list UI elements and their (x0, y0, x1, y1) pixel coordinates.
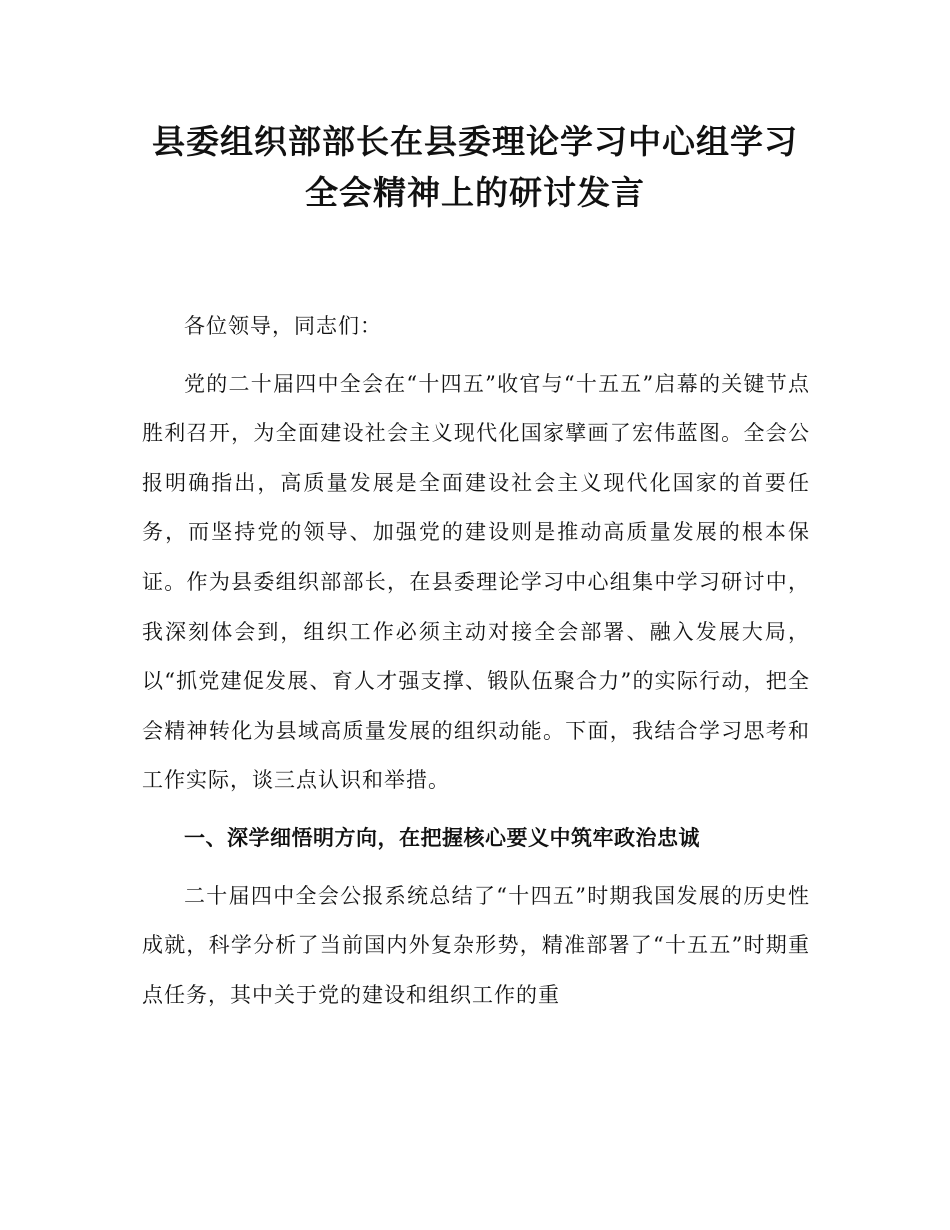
title-line-2: 全会精神上的研讨发言 (305, 173, 645, 212)
document-title (80, 116, 870, 218)
document-body (142, 302, 810, 1020)
intro-paragraph: 党的二十届四中全会在“十四五”收官与“十五五”启幕的关键节点胜利召开，为全面建设社会主义现代化国家擘画了宏伟蓝图。全会公报明确指出，高质量发展是全面建设社会主义现代化国家的首要任务，而坚持党的领导、加强党的建设则是推动高质量发展的根本保证。作为县委组织部部长，在县委理论学习中心组集中学习研讨中，我深刻体会到，组织工作必须主动对接全会部署、融入发展大局，以“抓党建促发展、育人才强支撑、锻队伍聚合力”的实际行动，把全会精神转化为县域高质量发展的组织动能。下面，我结合学习思考和工作实际，谈三点认识和举措。 (142, 371, 810, 793)
salutation: 各位领导，同志们： (184, 314, 382, 338)
section-1-heading: 一、深学细悟明方向，在把握核心要义中筑牢政治忠诚 (184, 825, 700, 850)
title-line-1: 县委组织部部长在县委理论学习中心组学习 (152, 122, 798, 161)
section-1-paragraph: 二十届四中全会公报系统总结了“十四五”时期我国发展的历史性成就，科学分析了当前国内外复杂形势，精准部署了“十五五”时期重点任务，其中关于党的建设和组织工作的重 (142, 883, 810, 1007)
